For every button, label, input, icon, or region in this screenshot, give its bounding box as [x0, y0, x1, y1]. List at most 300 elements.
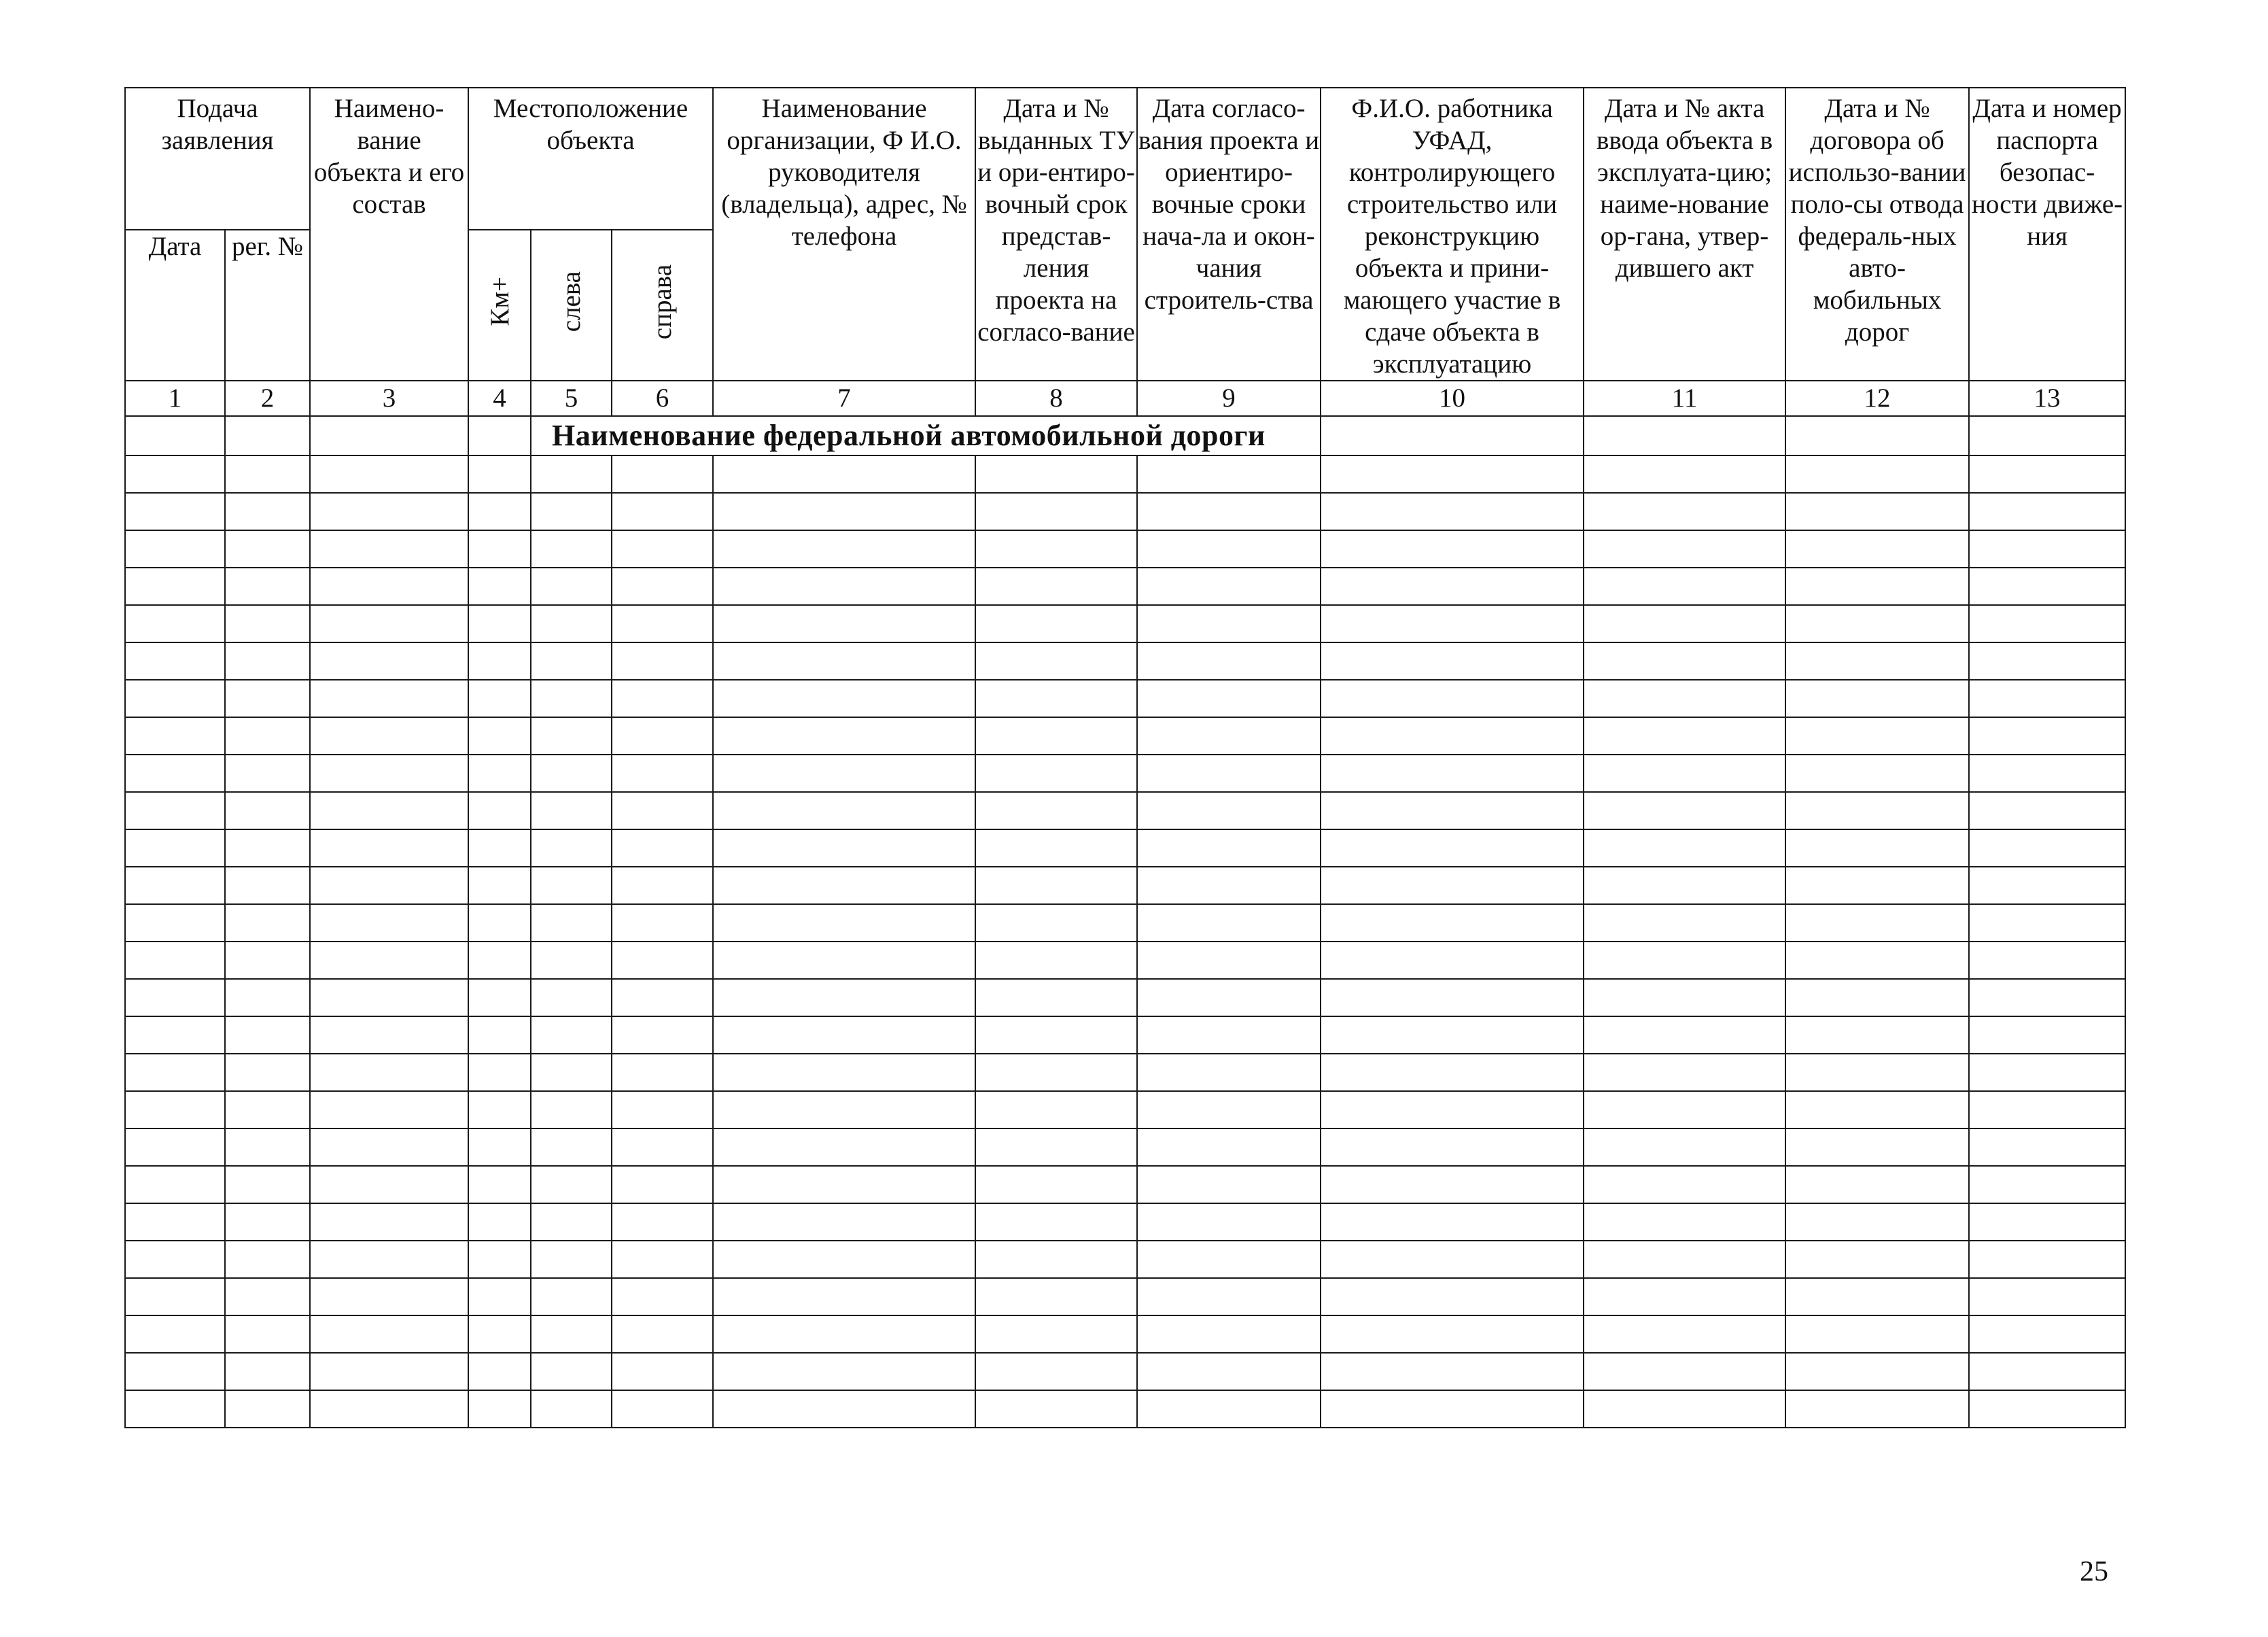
column-number: 8 — [975, 381, 1137, 416]
table-cell — [1969, 493, 2125, 530]
table-cell — [612, 642, 713, 680]
table-cell — [310, 455, 468, 493]
table-cell — [310, 605, 468, 642]
table-cell — [1969, 1278, 2125, 1315]
table-cell — [310, 979, 468, 1016]
table-cell — [975, 1016, 1137, 1054]
table-cell — [125, 1054, 225, 1091]
table-cell — [468, 642, 531, 680]
table-cell — [612, 1203, 713, 1241]
table-cell — [1969, 792, 2125, 829]
table-cell — [612, 455, 713, 493]
table-cell — [612, 605, 713, 642]
table-cell — [225, 530, 310, 568]
table-cell — [1584, 829, 1785, 867]
table-cell — [713, 755, 975, 792]
table-cell — [975, 1278, 1137, 1315]
table-cell — [1137, 1315, 1321, 1353]
table-cell — [468, 1390, 531, 1428]
table-cell — [225, 493, 310, 530]
table-cell — [612, 867, 713, 904]
table-cell — [713, 1353, 975, 1390]
table-cell — [1785, 829, 1969, 867]
table-cell — [1137, 1203, 1321, 1241]
table-cell — [125, 1278, 225, 1315]
table-cell — [1785, 680, 1969, 717]
table-row — [125, 755, 2125, 792]
table-cell — [1321, 1315, 1584, 1353]
register-table — [124, 87, 2126, 1428]
table-cell — [531, 1203, 612, 1241]
table-cell — [1785, 1016, 1969, 1054]
table-row — [125, 1166, 2125, 1203]
table-cell — [310, 416, 468, 455]
table-cell — [713, 605, 975, 642]
table-cell — [713, 1241, 975, 1278]
column-number: 3 — [310, 381, 468, 416]
table-cell — [713, 1016, 975, 1054]
table-cell — [1969, 530, 2125, 568]
table-cell — [1785, 979, 1969, 1016]
header-tu-date: Дата и № выданных ТУ и ори-ентиро-вочный срок представ-ления проекта на согласо-вание — [975, 88, 1137, 381]
table-cell — [531, 1315, 612, 1353]
table-cell — [1969, 680, 2125, 717]
table-cell — [531, 792, 612, 829]
table-row — [125, 1353, 2125, 1390]
table-cell — [1584, 605, 1785, 642]
table-cell — [975, 568, 1137, 605]
table-cell — [612, 1016, 713, 1054]
table-cell — [1137, 755, 1321, 792]
table-cell — [975, 1203, 1137, 1241]
table-row — [125, 1091, 2125, 1128]
table-cell — [1321, 493, 1584, 530]
table-cell — [713, 642, 975, 680]
table-cell — [1785, 605, 1969, 642]
table-cell — [468, 455, 531, 493]
table-cell — [1321, 605, 1584, 642]
table-cell — [1321, 1390, 1584, 1428]
table-cell — [1785, 755, 1969, 792]
table-cell — [975, 867, 1137, 904]
table-cell — [531, 530, 612, 568]
table-cell — [1785, 1054, 1969, 1091]
table-cell — [531, 717, 612, 755]
table-cell — [1137, 1390, 1321, 1428]
header-left-cell — [531, 230, 612, 381]
table-cell — [225, 829, 310, 867]
table-cell — [125, 1203, 225, 1241]
table-cell — [468, 1166, 531, 1203]
table-cell — [125, 530, 225, 568]
table-cell — [531, 829, 612, 867]
table-cell — [1584, 755, 1785, 792]
table-cell — [713, 1203, 975, 1241]
table-row — [125, 455, 2125, 493]
table-cell — [1321, 904, 1584, 942]
table-cell — [1321, 1203, 1584, 1241]
table-cell — [612, 1054, 713, 1091]
table-cell — [531, 1091, 612, 1128]
table-row — [125, 530, 2125, 568]
table-cell — [531, 755, 612, 792]
table-cell — [975, 1353, 1137, 1390]
table-cell — [468, 1353, 531, 1390]
table-cell — [531, 1278, 612, 1315]
table-cell — [468, 829, 531, 867]
table-cell — [1969, 1390, 2125, 1428]
table-cell — [1584, 1315, 1785, 1353]
table-cell — [225, 605, 310, 642]
page-number: 25 — [2080, 1556, 2108, 1587]
table-cell — [1321, 642, 1584, 680]
table-cell — [1584, 1278, 1785, 1315]
table-cell — [531, 979, 612, 1016]
table-cell — [1969, 1091, 2125, 1128]
table-cell — [310, 1128, 468, 1166]
table-cell — [975, 717, 1137, 755]
table-cell — [713, 1390, 975, 1428]
table-cell — [1969, 1166, 2125, 1203]
table-cell — [713, 1091, 975, 1128]
table-cell — [713, 792, 975, 829]
table-cell — [1785, 530, 1969, 568]
table-cell — [225, 1315, 310, 1353]
table-cell — [531, 642, 612, 680]
table-cell — [713, 1166, 975, 1203]
table-cell — [612, 1091, 713, 1128]
table-cell — [1584, 1166, 1785, 1203]
table-cell — [975, 605, 1137, 642]
header-left: слева — [557, 271, 587, 332]
table-cell — [468, 1016, 531, 1054]
table-cell — [1321, 1016, 1584, 1054]
table-cell — [1137, 904, 1321, 942]
table-cell — [1137, 1091, 1321, 1128]
column-number: 11 — [1584, 381, 1785, 416]
table-cell — [1785, 792, 1969, 829]
header-land-contract: Дата и № договора об использо-вании поло-сы отвода федераль-ных авто-мобильных дорог — [1785, 88, 1969, 381]
table-cell — [612, 755, 713, 792]
table-cell — [531, 493, 612, 530]
table-cell — [225, 1390, 310, 1428]
table-cell — [468, 605, 531, 642]
table-cell — [310, 642, 468, 680]
table-cell — [1137, 1128, 1321, 1166]
table-cell — [1969, 416, 2125, 455]
table-cell — [225, 680, 310, 717]
table-cell — [1321, 829, 1584, 867]
table-cell — [468, 1054, 531, 1091]
table-cell — [1969, 1016, 2125, 1054]
table-cell — [1785, 416, 1969, 455]
table-cell — [1969, 1241, 2125, 1278]
table-cell — [125, 829, 225, 867]
table-cell — [125, 1315, 225, 1353]
header-ufad-employee: Ф.И.О. работника УФАД, контролирующего строительство или реконструкцию объекта и прини-мающего участие в сдаче объекта в эксплуатацию — [1321, 88, 1584, 381]
table-cell — [1584, 568, 1785, 605]
table-cell — [975, 455, 1137, 493]
table-cell — [1785, 1390, 1969, 1428]
table-row — [125, 680, 2125, 717]
table-cell — [1785, 1091, 1969, 1128]
table-row — [125, 1128, 2125, 1166]
table-cell — [1584, 1203, 1785, 1241]
table-cell — [975, 680, 1137, 717]
table-cell — [468, 979, 531, 1016]
table-cell — [1321, 1054, 1584, 1091]
road-name-row — [125, 416, 2125, 455]
table-cell — [1785, 1315, 1969, 1353]
table-cell — [1969, 605, 2125, 642]
table-cell — [713, 829, 975, 867]
table-cell — [975, 642, 1137, 680]
table-cell — [468, 680, 531, 717]
table-cell — [468, 416, 531, 455]
table-cell — [1785, 1278, 1969, 1315]
table-cell — [468, 904, 531, 942]
table-cell — [1137, 568, 1321, 605]
table-cell — [531, 455, 612, 493]
table-cell — [125, 1128, 225, 1166]
table-cell — [1137, 829, 1321, 867]
table-cell — [1969, 455, 2125, 493]
table-cell — [1785, 642, 1969, 680]
table-cell — [468, 493, 531, 530]
table-cell — [1137, 605, 1321, 642]
table-cell — [225, 867, 310, 904]
table-cell — [310, 755, 468, 792]
column-number: 1 — [125, 381, 225, 416]
table-cell — [1584, 642, 1785, 680]
table-cell — [713, 455, 975, 493]
column-number: 7 — [713, 381, 975, 416]
table-cell — [531, 605, 612, 642]
table-cell — [1584, 1241, 1785, 1278]
table-cell — [1321, 455, 1584, 493]
table-cell — [1584, 530, 1785, 568]
table-cell — [468, 530, 531, 568]
table-cell — [713, 493, 975, 530]
table-row — [125, 568, 2125, 605]
table-cell — [612, 1166, 713, 1203]
table-cell — [310, 1390, 468, 1428]
table-cell — [310, 792, 468, 829]
table-cell — [1969, 979, 2125, 1016]
table-cell — [713, 1315, 975, 1353]
table-row — [125, 493, 2125, 530]
table-cell — [531, 867, 612, 904]
table-cell — [713, 1128, 975, 1166]
table-cell — [310, 530, 468, 568]
table-cell — [1321, 1166, 1584, 1203]
table-cell — [1321, 1353, 1584, 1390]
table-cell — [468, 1203, 531, 1241]
table-cell — [1321, 717, 1584, 755]
table-cell — [225, 1241, 310, 1278]
table-cell — [225, 1166, 310, 1203]
table-cell — [1137, 530, 1321, 568]
table-cell — [125, 1241, 225, 1278]
table-cell — [1137, 1278, 1321, 1315]
table-cell — [713, 904, 975, 942]
table-cell — [1321, 530, 1584, 568]
table-cell — [310, 1054, 468, 1091]
table-cell — [125, 680, 225, 717]
table-cell — [1137, 717, 1321, 755]
table-cell — [125, 942, 225, 979]
table-cell — [1969, 942, 2125, 979]
table-cell — [531, 904, 612, 942]
table-row — [125, 717, 2125, 755]
table-cell — [225, 568, 310, 605]
table-cell — [1584, 1353, 1785, 1390]
table-cell — [1321, 792, 1584, 829]
table-cell — [1584, 680, 1785, 717]
table-cell — [1969, 568, 2125, 605]
table-cell — [310, 829, 468, 867]
table-cell — [975, 1390, 1137, 1428]
table-cell — [975, 755, 1137, 792]
table-cell — [125, 1166, 225, 1203]
table-cell — [612, 1390, 713, 1428]
table-cell — [225, 904, 310, 942]
table-cell — [310, 1091, 468, 1128]
table-cell — [468, 755, 531, 792]
table-cell — [612, 1315, 713, 1353]
table-cell — [1969, 867, 2125, 904]
table-row — [125, 867, 2125, 904]
table-cell — [1785, 493, 1969, 530]
table-cell — [125, 904, 225, 942]
table-cell — [225, 416, 310, 455]
table-cell — [1137, 1054, 1321, 1091]
table-cell — [468, 792, 531, 829]
table-cell — [531, 1128, 612, 1166]
header-approval-date: Дата согласо-вания проекта и ориентиро-вочные сроки нача-ла и окон-чания строитель-ства — [1137, 88, 1321, 381]
table-cell — [310, 1241, 468, 1278]
table-cell — [975, 904, 1137, 942]
table-cell — [1321, 1241, 1584, 1278]
table-cell — [713, 568, 975, 605]
table-cell — [310, 1353, 468, 1390]
table-cell — [225, 1203, 310, 1241]
table-cell — [531, 680, 612, 717]
table-cell — [612, 904, 713, 942]
table-cell — [713, 979, 975, 1016]
table-row — [125, 942, 2125, 979]
header-km: Км+ — [485, 277, 514, 326]
column-number: 2 — [225, 381, 310, 416]
table-cell — [975, 1128, 1137, 1166]
table-cell — [310, 717, 468, 755]
table-cell — [125, 1091, 225, 1128]
table-cell — [1969, 1203, 2125, 1241]
table-cell — [468, 1278, 531, 1315]
table-cell — [1969, 755, 2125, 792]
table-cell — [1584, 792, 1785, 829]
table-cell — [1785, 568, 1969, 605]
header-km-cell — [468, 230, 531, 381]
table-cell — [225, 455, 310, 493]
table-cell — [1969, 1315, 2125, 1353]
table-cell — [1969, 642, 2125, 680]
table-cell — [1137, 455, 1321, 493]
table-cell — [310, 1203, 468, 1241]
table-cell — [531, 942, 612, 979]
column-number: 4 — [468, 381, 531, 416]
column-number: 6 — [612, 381, 713, 416]
table-cell — [713, 680, 975, 717]
table-cell — [310, 493, 468, 530]
table-cell — [612, 717, 713, 755]
table-cell — [225, 1128, 310, 1166]
header-object-name: Наимено-вание объекта и его состав — [310, 88, 468, 381]
table-cell — [1584, 1054, 1785, 1091]
table-cell — [468, 1128, 531, 1166]
table-cell — [1584, 904, 1785, 942]
column-number: 9 — [1137, 381, 1321, 416]
header-submission-group: Подача заявления — [125, 88, 310, 230]
header-right: справа — [648, 264, 678, 339]
table-cell — [1785, 1128, 1969, 1166]
table-cell — [612, 1241, 713, 1278]
table-cell — [1137, 642, 1321, 680]
table-cell — [531, 568, 612, 605]
table-cell — [1321, 416, 1584, 455]
table-cell — [1785, 717, 1969, 755]
table-cell — [1137, 1016, 1321, 1054]
table-cell — [1321, 1278, 1584, 1315]
road-name: Наименование федеральной автомобильной дороги — [531, 416, 1321, 455]
table-row — [125, 1241, 2125, 1278]
table-cell — [125, 455, 225, 493]
table-cell — [225, 1054, 310, 1091]
table-cell — [1969, 1054, 2125, 1091]
table-cell — [310, 867, 468, 904]
table-cell — [225, 979, 310, 1016]
table-cell — [310, 1315, 468, 1353]
table-row — [125, 792, 2125, 829]
table-cell — [1137, 1241, 1321, 1278]
table-row — [125, 829, 2125, 867]
column-number: 10 — [1321, 381, 1584, 416]
table-cell — [310, 904, 468, 942]
header-reg-no: рег. № — [225, 230, 310, 381]
table-cell — [1785, 942, 1969, 979]
column-number: 12 — [1785, 381, 1969, 416]
table-cell — [125, 1390, 225, 1428]
table-cell — [975, 530, 1137, 568]
table-cell — [1785, 1241, 1969, 1278]
table-cell — [1969, 904, 2125, 942]
table-cell — [1321, 568, 1584, 605]
table-cell — [1584, 493, 1785, 530]
table-cell — [975, 1315, 1137, 1353]
table-cell — [1137, 680, 1321, 717]
table-cell — [1321, 867, 1584, 904]
table-cell — [1969, 1353, 2125, 1390]
table-cell — [125, 568, 225, 605]
table-cell — [225, 1278, 310, 1315]
table-cell — [612, 1353, 713, 1390]
table-cell — [225, 717, 310, 755]
table-cell — [531, 1390, 612, 1428]
table-cell — [1584, 1091, 1785, 1128]
table-cell — [1785, 867, 1969, 904]
header-submission-date: Дата — [125, 230, 225, 381]
table-cell — [310, 568, 468, 605]
